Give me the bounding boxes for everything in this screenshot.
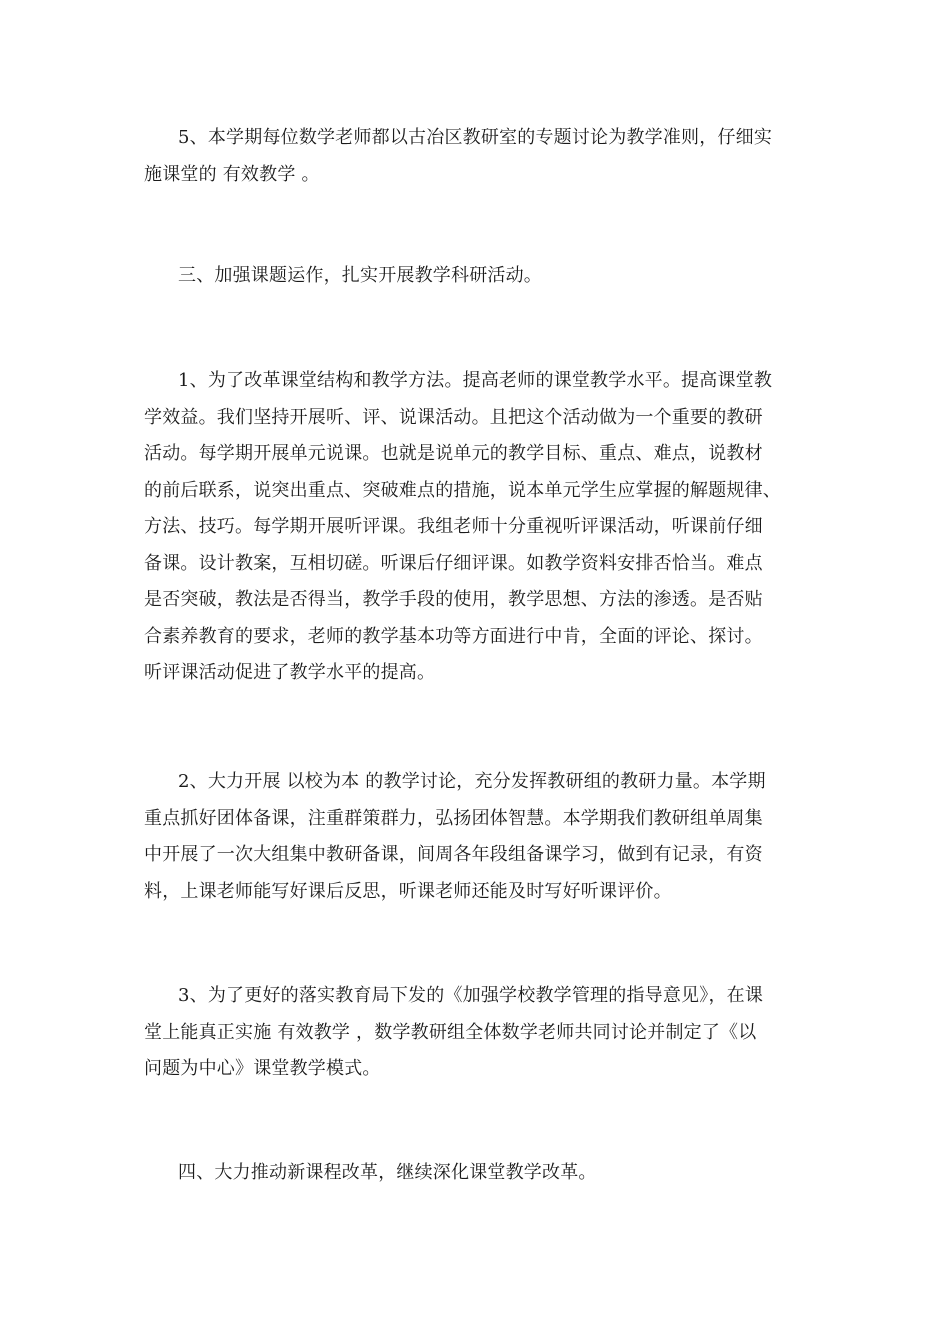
text-line: 学效益。我们坚持开展听、评、说课活动。且把这个活动做为一个重要的教研 (144, 406, 763, 428)
section-heading-4 (144, 1155, 808, 1192)
text-line: 合素养教育的要求，老师的教学基本功等方面进行中肯，全面的评论、探讨。 (144, 625, 763, 647)
text-line: 料，上课老师能写好课后反思，听课老师还能及时写好听课评价。 (144, 880, 672, 902)
text-line: 2、大力开展 以校为本 的教学讨论，充分发挥教研组的教研力量。本学期 (178, 771, 766, 792)
text-line: 堂上能真正实施 有效教学 ，数学教研组全体数学老师共同讨论并制定了《以 (144, 1021, 757, 1043)
text-line: 的前后联系，说突出重点、突破难点的措施，说本单元学生应掌握的解题规律、 (144, 479, 781, 501)
text-line: 备课。设计教案，互相切磋。听课后仔细评课。如教学资料安排否恰当。难点 (144, 552, 763, 574)
text-line: 活动。每学期开展单元说课。也就是说单元的教学目标、重点、难点，说教材 (144, 443, 763, 464)
section-heading-3 (144, 258, 808, 295)
text-line: 5、本学期每位数学老师都以古冶区教研室的专题讨论为教学准则，仔细实 (178, 127, 773, 148)
text-line: 是否突破，教法是否得当，教学手段的使用，教学思想、方法的渗透。是否贴 (144, 589, 763, 610)
text-line: 中开展了一次大组集中教研备课，间周各年段组备课学习，做到有记录，有资 (144, 844, 763, 865)
text-line: 方法、技巧。每学期开展听评课。我组老师十分重视听评课活动，听课前仔细 (144, 516, 763, 537)
text-line: 3、为了更好的落实教育局下发的《加强学校教学管理的指导意见》，在课 (178, 985, 764, 1006)
section-heading-text: 四、大力推动新课程改革，继续深化课堂教学改革。 (178, 1162, 597, 1183)
section-heading-text: 三、加强课题运作，扎实开展教学科研活动。 (178, 265, 542, 286)
paragraph-section3-item-2 (144, 764, 808, 910)
paragraph-item-5 (144, 120, 808, 193)
text-line: 听评课活动促进了教学水平的提高。 (144, 662, 436, 683)
text-line: 问题为中心》课堂教学模式。 (144, 1058, 381, 1079)
text-line: 重点抓好团体备课，注重群策群力，弘扬团体智慧。本学期我们教研组单周集 (144, 807, 763, 829)
text-line: 1、为了改革课堂结构和教学方法。提高老师的课堂教学水平。提高课堂教 (178, 370, 773, 391)
paragraph-section3-item-3 (144, 978, 808, 1088)
paragraph-section3-item-1 (144, 363, 808, 692)
text-line: 施课堂的 有效教学 。 (144, 163, 320, 185)
